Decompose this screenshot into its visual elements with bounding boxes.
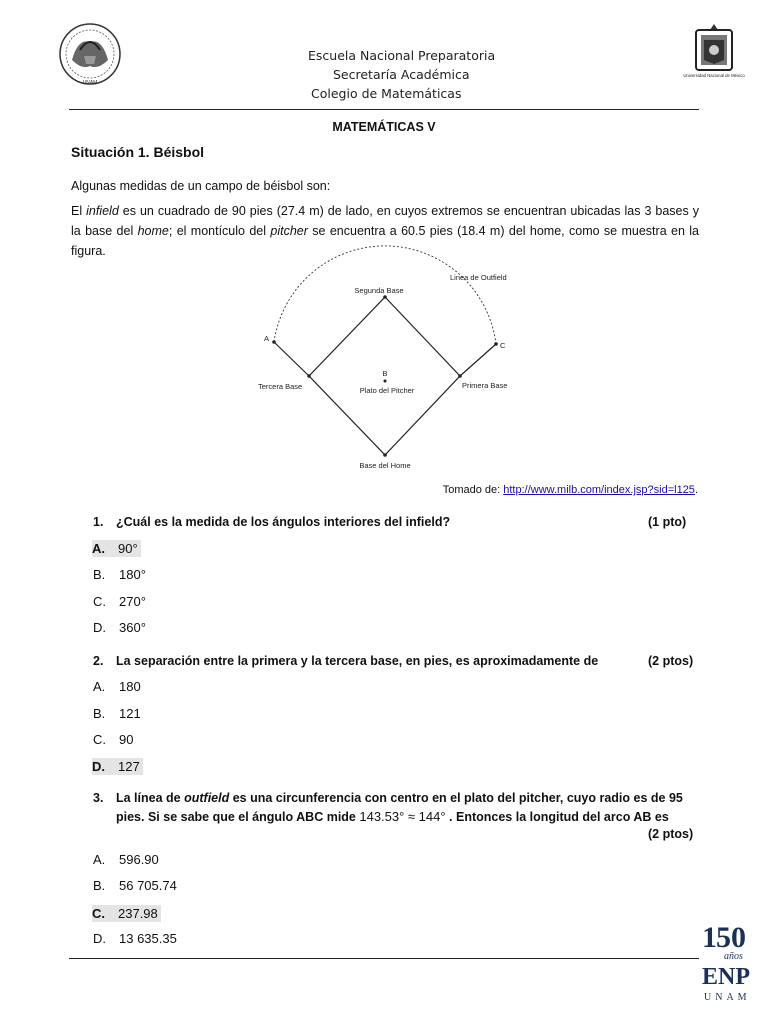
header-rule (69, 109, 699, 110)
q2-option-d[interactable] (92, 758, 143, 775)
q3-option-b-letter: B. (93, 878, 106, 893)
point-a (272, 340, 276, 344)
q3-part-3: pies. Si se sabe que el ángulo ABC mide (116, 810, 360, 824)
situation-heading: Situación 1. Béisbol (71, 144, 205, 160)
q3-part-2: es una circunferencia con centro en el plato del pitcher, cuyo radio es de 95 (229, 791, 683, 805)
q1-option-a[interactable] (92, 540, 141, 557)
question-2-text: La separación entre la primera y la tercera base, en pies, es aproximadamente de (116, 654, 599, 668)
first-base-line (460, 344, 496, 376)
q2-option-b-value: 121 (119, 706, 141, 721)
logo-anos: años (724, 951, 743, 962)
para-part-4: se encuentra a 60.5 pies (18.4 m) del home, como se muestra en la figura. (71, 224, 699, 258)
label-pitcher: Plato del Pitcher (359, 386, 415, 395)
q1-option-b[interactable] (93, 567, 146, 582)
q3-math: 143.53° ≈ 144° (359, 809, 446, 824)
enp-150-logo (700, 922, 762, 1012)
source-end: . (694, 484, 698, 496)
q1-option-d-value: 360° (119, 620, 146, 635)
label-third-base: Tercera Base (258, 382, 303, 391)
para-part-1: El (71, 204, 87, 218)
point-c (494, 342, 498, 346)
description-paragraph (71, 201, 699, 261)
label-a: A (264, 334, 270, 343)
label-b: B (382, 369, 388, 378)
header-line-1: Escuela Nacional Preparatoria (308, 48, 496, 63)
q3-option-a-letter: A. (93, 852, 106, 867)
q3-outfield: outfield (184, 791, 230, 805)
q3-option-c-value: 237.98 (118, 906, 158, 921)
q2-option-b-letter: B. (93, 706, 106, 721)
q3-option-d-letter: D. (93, 931, 106, 946)
q3-part-1: La línea de (116, 791, 185, 805)
question-3-line-2 (116, 809, 669, 824)
question-2-number: 2. (93, 654, 104, 668)
third-base-point (307, 374, 311, 378)
q2-option-d-value: 127 (118, 759, 140, 774)
question-1-number: 1. (93, 515, 104, 529)
q2-option-c-letter: C. (93, 732, 106, 747)
para-infield: infield (86, 204, 119, 218)
q3-option-b[interactable] (93, 878, 177, 893)
logo-1: 1 (702, 921, 717, 954)
second-base-point (383, 295, 387, 299)
q3-part-4: . Entonces la longitud del arco AB es (445, 810, 669, 824)
label-c: C (500, 341, 506, 350)
q2-option-c-value: 90 (119, 732, 134, 747)
q2-option-a[interactable] (93, 679, 141, 694)
label-second-base: Segunda Base (354, 286, 404, 295)
para-part-3: ; el montículo del (168, 224, 271, 238)
q2-option-a-letter: A. (93, 679, 106, 694)
first-base-point (458, 374, 462, 378)
baseball-field-diagram (250, 255, 530, 477)
q1-option-c-value: 270° (119, 594, 146, 609)
label-first-base: Primera Base (462, 381, 508, 390)
q2-option-a-value: 180 (119, 679, 141, 694)
logo-50: 50 (716, 921, 746, 954)
header-line-3: Colegio de Matemáticas (311, 86, 462, 101)
question-3-line-1 (116, 791, 683, 805)
q1-option-b-value: 180° (119, 567, 146, 582)
para-home: home (137, 224, 169, 238)
q1-option-d-letter: D. (93, 620, 106, 635)
q3-option-d[interactable] (93, 931, 177, 946)
question-3-number: 3. (93, 791, 104, 805)
q2-option-d-letter: D. (92, 759, 105, 774)
q3-option-d-value: 13 635.35 (119, 931, 177, 946)
unam-seal-text: UNAM (82, 80, 98, 86)
source-label: Tomado de: (442, 484, 504, 496)
q1-option-c-letter: C. (93, 594, 106, 609)
q2-option-b[interactable] (93, 706, 141, 721)
question-2-points: (2 ptos) (648, 654, 694, 668)
pitcher-point (384, 380, 387, 383)
question-1-points: (1 pto) (648, 515, 687, 529)
footer-rule (69, 958, 699, 959)
header-line-2: Secretaría Académica (333, 67, 470, 82)
unam-seal (58, 20, 122, 88)
q1-option-d[interactable] (93, 620, 146, 635)
third-base-line (274, 342, 309, 376)
q1-option-a-letter: A. (92, 541, 105, 556)
logo-enp: ENP (702, 964, 750, 990)
enp-seal (683, 22, 745, 84)
q3-option-b-value: 56 705.74 (119, 878, 177, 893)
label-outfield: Linea de Outfield (450, 273, 507, 282)
q1-option-c[interactable] (93, 594, 146, 609)
page-title: MATEMÁTICAS V (332, 120, 436, 134)
q3-option-a-value: 596.90 (119, 852, 159, 867)
q3-option-c[interactable] (92, 905, 161, 922)
para-pitcher: pitcher (270, 224, 308, 238)
source-link[interactable]: http://www.milb.com/index.jsp?sid=l125 (503, 484, 695, 496)
intro-text: Algunas medidas de un campo de béisbol son: (71, 179, 331, 193)
q3-option-a[interactable] (93, 852, 159, 867)
label-home: Base del Home (359, 461, 411, 470)
q2-option-c[interactable] (93, 732, 133, 747)
question-1-text: ¿Cuál es la medida de los ángulos interiores del infield? (116, 515, 451, 529)
para-part-2: es un cuadrado de 90 pies (27.4 m) de lado, en cuyos extremos se encuentran ubicadas las 3 bases y la base del (71, 204, 699, 238)
q1-option-a-value: 90° (118, 541, 138, 556)
question-3-points: (2 ptos) (648, 827, 694, 841)
q3-option-c-letter: C. (92, 906, 105, 921)
home-point (383, 453, 387, 457)
q1-option-b-letter: B. (93, 567, 106, 582)
enp-seal-text: Universidad Nacional de México (683, 73, 745, 78)
source-citation (443, 484, 698, 496)
logo-unam: UNAM (704, 992, 751, 1003)
